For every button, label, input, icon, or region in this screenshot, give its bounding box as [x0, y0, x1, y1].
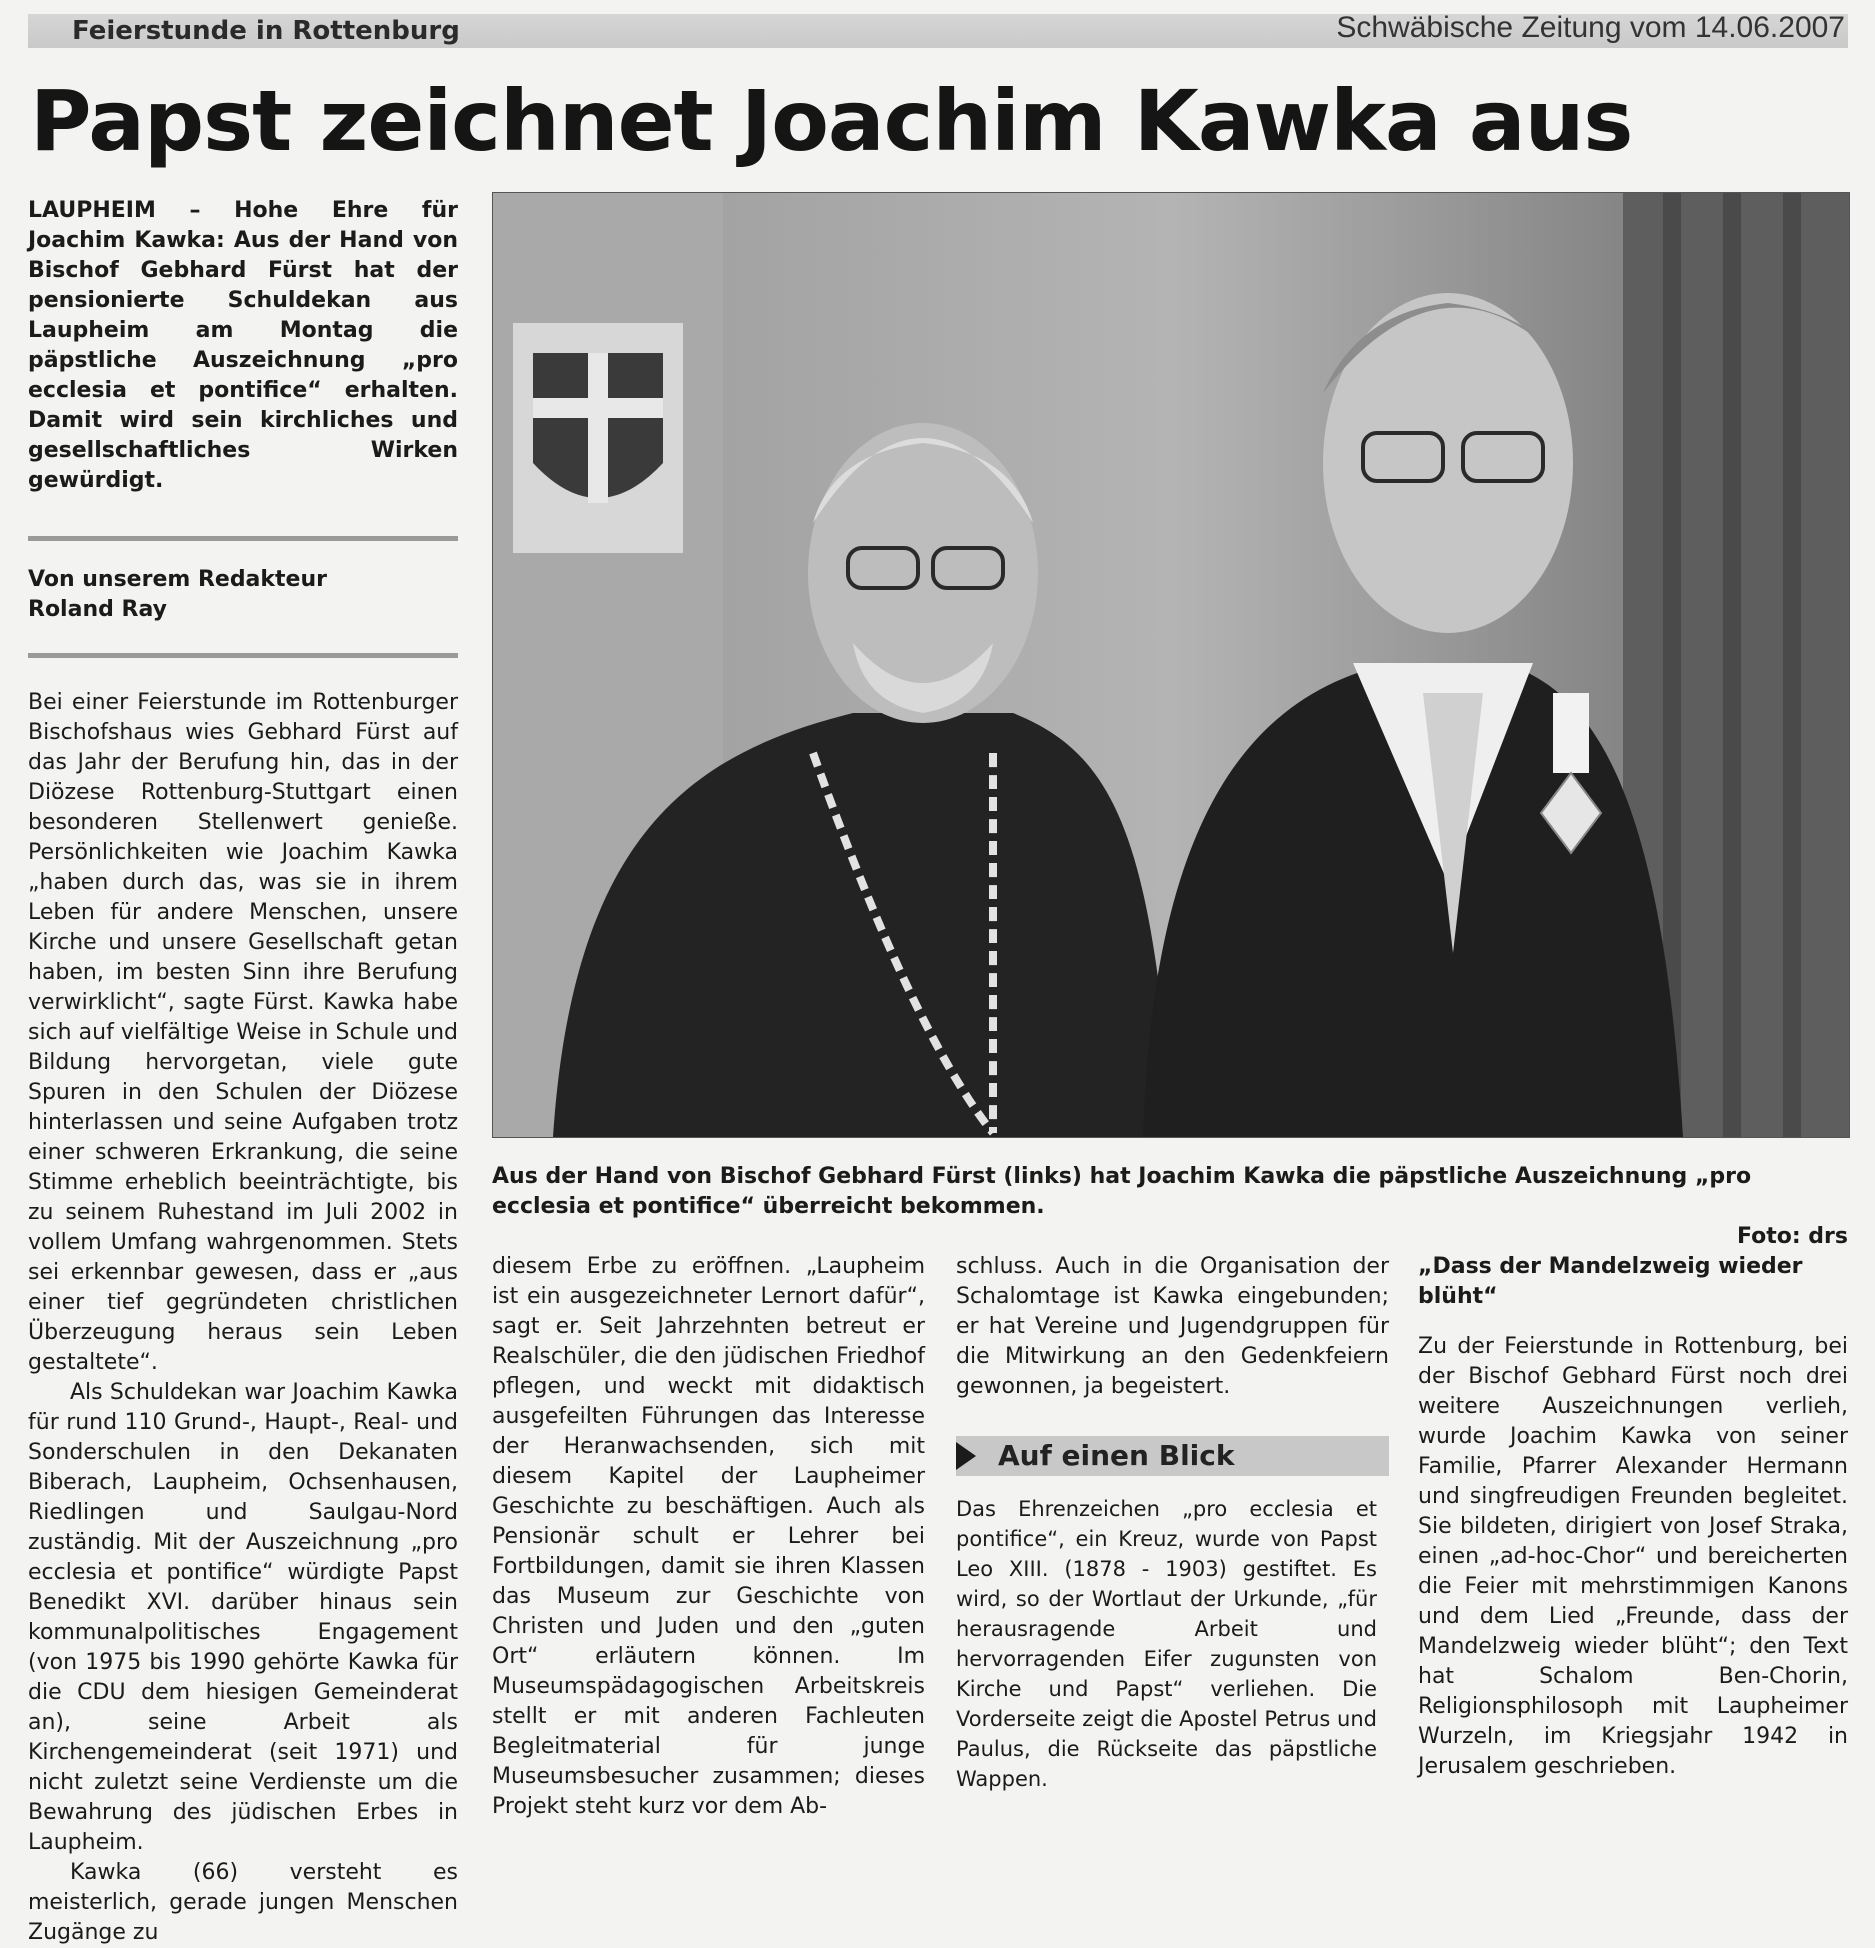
source-line: Schwäbische Zeitung vom 14.06.2007 — [1336, 11, 1845, 44]
triangle-arrow-icon — [956, 1442, 976, 1470]
left-column — [28, 196, 458, 1948]
lead-paragraph: LAUPHEIM – Hohe Ehre für Joachim Kawka: Aus der Hand von Bischof Gebhard Fürst hat der pensionierte Schuldekan aus Laupheim am Montag die päpstliche Auszeichnung „pro ecclesia et pontifice“ erhalten. Damit wird sein kirchliches und gesellschaftliches Wirken gewürdigt. — [28, 198, 458, 493]
body-paragraph: Als Schuldekan war Joachim Kawka für rund 110 Grund-, Haupt-, Real- und Sonderschulen in den Dekanaten Biberach, Laupheim, Ochsenhausen, Riedlingen und Saulgau-Nord zuständig. Mit der Auszeichnung „pro ecclesia et pontifice“ würdigte Papst Benedikt XVI. darüber hinaus sein kommunalpolitisches Engagement (von 1975 bis 1990 gehörte Kawka für die CDU dem hiesigen Gemeinderat an), seine Arbeit als Kirchengemeinderat (seit 1971) und nicht zuletzt seine Verdienste um die Bewahrung des jüdischen Erbes in Laupheim. — [28, 1380, 458, 1855]
subheading: „Dass der Mandelzweig wieder blüht“ — [1418, 1254, 1803, 1309]
photo-caption — [492, 1162, 1848, 1252]
column-2 — [492, 1252, 925, 1822]
caption-text: Aus der Hand von Bischof Gebhard Fürst (links) hat Joachim Kawka die päpstliche Auszeichnung „pro ecclesia et pontifice“ überreicht bekommen. — [492, 1164, 1752, 1219]
body-paragraph: diesem Erbe zu eröffnen. „Laupheim ist ein ausgezeichneter Lernort dafür“, sagt er. Seit Jahrzehnten betreut er Realschüler, die den jüdischen Friedhof pflegen, und weckt mit didaktisch ausgefeilten Führungen das Interesse der Heranwachsenden, sich mit diesem Kapitel der Laupheimer Geschichte zu beschäftigen. Auch als Pensionär schult er Lehrer bei Fortbildungen, damit sie ihren Klassen das Museum zur Geschichte von Christen und Juden und den „guten Ort“ erläutern können. Im Museumspädagogischen Arbeitskreis stellt er mit anderen Fachleuten Begleitmaterial für junge Museumsbesucher zusammen; dieses Projekt steht kurz vor dem Ab- — [492, 1254, 925, 1819]
body-paragraph: Zu der Feierstunde in Rottenburg, bei der Bischof Gebhard Fürst noch drei weitere Auszeichnungen verlieh, wurde Joachim Kawka von seiner Familie, Pfarrer Alexander Hermann und singfreudigen Freunden begleitet. Sie bildeten, dirigiert von Josef Straka, einen „ad-hoc-Chor“ und bereicherten die Feier mit mehrstimmigen Kanons und dem Lied „Freunde, dass der Mandelzweig wieder blüht“; den Text hat Schalom Ben-Chorin, Religionsphilosoph mit Laupheimer Wurzeln, im Kriegsjahr 1942 in Jerusalem geschrieben. — [1418, 1334, 1848, 1779]
info-box-title: Auf einen Blick — [998, 1439, 1235, 1472]
byline-line-1: Von unserem Redakteur — [28, 567, 327, 592]
body-paragraph: Bei einer Feierstunde im Rottenburger Bischofshaus wies Gebhard Fürst auf das Jahr der Berufung hin, das in der Diözese Rottenburg-Stuttgart einen besonderen Stellenwert genieße. Persönlichkeiten wie Joachim Kawka „haben durch das, was sie in ihrem Leben für andere Menschen, unsere Kirche und unsere Gesellschaft getan haben, im besten Sinn ihre Berufung verwirklicht“, sagte Fürst. Kawka habe sich auf vielfältige Weise in Schule und Bildung hervorgetan, viele gute Spuren in den Schulen der Diözese hinterlassen und seine Aufgaben trotz einer schweren Erkrankung, die seine Stimme erheblich beeinträchtigte, bis zu seinem Ruhestand im Juli 2002 in vollem Umfang wahrgenommen. Stets sei erkennbar gewesen, dass er „aus einer tief gegründeten christlichen Überzeugung heraus sein Leben gestaltete“. — [28, 690, 458, 1375]
body-paragraph: Kawka (66) versteht es meisterlich, gerade jungen Menschen Zugänge zu — [28, 1860, 458, 1945]
headline: Papst zeichnet Joachim Kawka aus — [30, 72, 1633, 170]
info-box-header — [956, 1436, 1389, 1476]
column-4 — [1418, 1252, 1848, 1782]
column-3 — [956, 1252, 1389, 1794]
info-box-text: Das Ehrenzeichen „pro ecclesia et pontifice“, ein Kreuz, wurde von Papst Leo XIII. (1878 - 1903) gestiftet. Es wird, so der Wortlaut der Urkunde, „für herausragende Arbeit und hervorragenden Eifer zugunsten von Kirche und Papst“ verliehen. Die Vorderseite zeigt die Apostel Petrus und Paulus, die Rückseite das päpstliche Wappen. — [956, 1497, 1377, 1791]
byline-author: Roland Ray — [28, 597, 167, 622]
news-photo — [492, 192, 1850, 1138]
body-paragraph: schluss. Auch in die Organisation der Schalomtage ist Kawka eingebunden; er hat Vereine und Jugendgruppen für die Mitwirkung an den Gedenkfeiern gewonnen, ja begeistert. — [956, 1254, 1389, 1399]
section-kicker: Feierstunde in Rottenburg — [72, 16, 460, 46]
byline — [28, 565, 458, 625]
divider — [28, 536, 458, 541]
divider — [28, 653, 458, 658]
photo-credit: Foto: drs — [1736, 1224, 1848, 1249]
photo-illustration — [493, 193, 1849, 1137]
